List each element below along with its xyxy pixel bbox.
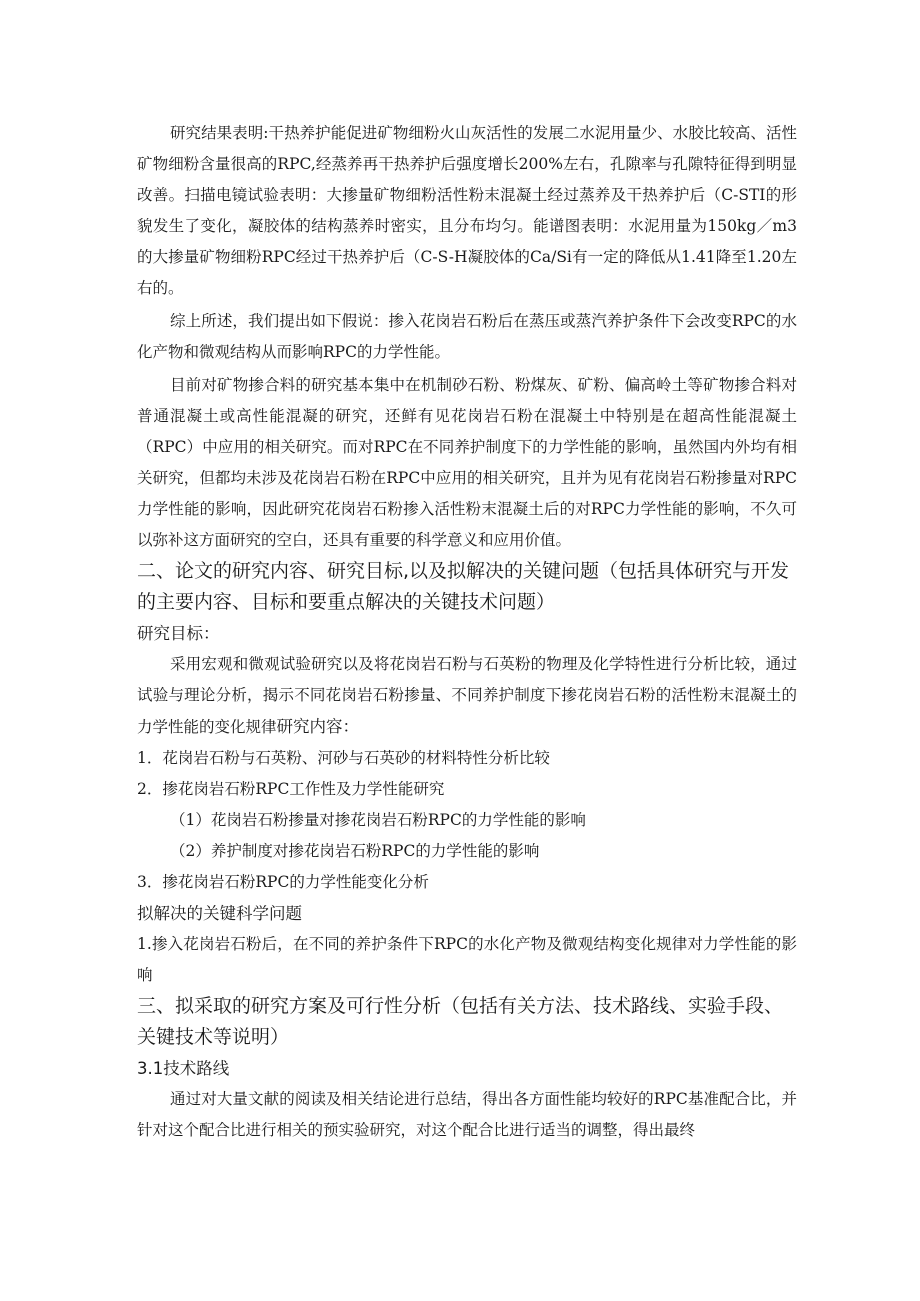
content-item-3: 3．掺花岗岩石粉RPC的力学性能变化分析 xyxy=(137,873,429,891)
section-3-title: 三、拟采取的研究方案及可行性分析 xyxy=(137,995,442,1017)
research-goal-text: 采用宏观和微观试验研究以及将花岗岩石粉与石英粉的物理及化学特性进行分析比较，通过试验与理论分析，揭示不同花岗岩石粉掺量、不同养护制度下掺花岗岩石粉的活性粉末混凝土的力学性能的变化规律 xyxy=(137,655,797,736)
section-2-note: （包括具体研究与开发的主要内容、目标和要重点解决的关键技术问题） xyxy=(137,560,790,613)
content-item-2: 2．掺花岗岩石粉RPC工作性及力学性能研究 xyxy=(137,780,445,798)
key-problem-text: 1.掺入花岗岩石粉后，在不同的养护条件下RPC的水化产物及微观结构变化规律对力学性能的影响 xyxy=(137,935,797,984)
research-content-heading: 研究内容： xyxy=(276,717,360,736)
key-problem-heading: 拟解决的关键科学问题 xyxy=(137,904,302,923)
technical-route-paragraph: 通过对大量文献的阅读及相关结论进行总结，得出各方面性能均较好的RPC基准配合比，并针对这个配合比进行相关的预实验研究，对这个配合比进行适当的调整，得出最终 xyxy=(137,1090,797,1139)
content-item-2-2: （2）养护制度对掺花岗岩石粉RPC的力学性能的影响 xyxy=(170,842,540,860)
document-body xyxy=(137,118,797,1146)
research-goal-heading: 研究目标： xyxy=(137,624,220,643)
section-3-heading xyxy=(137,991,797,1053)
section-3-note: （包括有关方法、技术路线、实验手段、关键技术等说明） xyxy=(137,995,784,1048)
research-goal-paragraph xyxy=(137,649,797,743)
content-item-2-1: （1）花岗岩石粉掺量对掺花岗岩石粉RPC的力学性能的影响 xyxy=(170,811,586,829)
technical-route-heading: 3.1技术路线 xyxy=(137,1059,230,1078)
paragraph-hypothesis: 综上所述，我们提出如下假说：掺入花岗岩石粉后在蒸压或蒸汽养护条件下会改变RPC的水化产物和微观结构从而影响RPC的力学性能。 xyxy=(137,312,797,361)
section-2-heading xyxy=(137,556,797,618)
content-item-1: 1．花岗岩石粉与石英粉、河砂与石英砂的材料特性分析比较 xyxy=(137,749,550,767)
paragraph-current-research: 目前对矿物掺合料的研究基本集中在机制砂石粉、粉煤灰、矿粉、偏高岭土等矿物掺合料对普通混凝土或高性能混凝的研究，还鲜有见花岗岩石粉在混凝土中特别是在超高性能混凝土（RPC）中应用的相关研究。而对RPC在不同养护制度下的力学性能的影响，虽然国内外均有相关研究，但都均未涉及花岗岩石粉在RPC中应用的相关研究，且并为见有花岗岩石粉掺量对RPC力学性能的影响，因此研究花岗岩石粉掺入活性粉末混凝土后的对RPC力学性能的影响，不久可以弥补这方面研究的空白，还具有重要的科学意义和应用价值。 xyxy=(137,376,797,549)
section-2-title: 二、论文的研究内容、研究目标,以及拟解决的关键问题 xyxy=(137,560,600,582)
paragraph-research-results: 研究结果表明:干热养护能促进矿物细粉火山灰活性的发展二水泥用量少、水胶比较高、活性矿物细粉含量很高的RPC,经蒸养再干热养护后强度增长200%左右，孔隙率与孔隙特征得到明显改善。扫描电镜试验表明：大掺量矿物细粉活性粉末混凝土经过蒸养及干热养护后（C-STI的形貌发生了变化，凝胶体的结构蒸养时密实，且分布均匀。能谱图表明：水泥用量为150kg／m3的大掺量矿物细粉RPC经过干热养护后（C-S-H凝胶体的Ca/Si有一定的降低从1.41降至1.20左右的。 xyxy=(137,124,797,297)
